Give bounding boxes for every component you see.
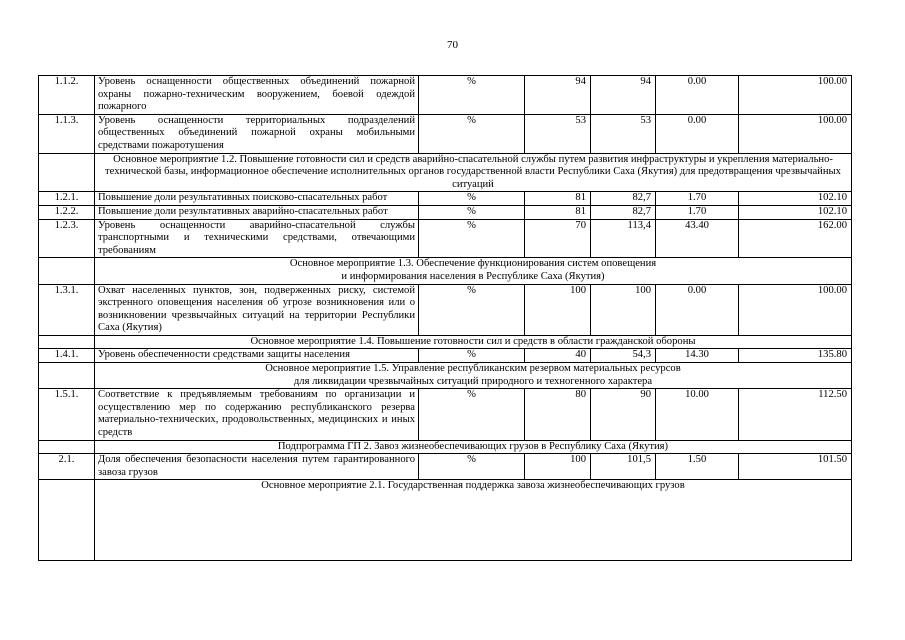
unit-cell: % [419,205,525,219]
indicator-name: Повышение доли результативных поисково-спасательных работ [95,192,419,206]
section-header-row [39,335,852,349]
actual-value: 94 [591,76,656,115]
empty-cell [39,258,95,284]
actual-value: 101,5 [591,454,656,480]
unit-cell: % [419,192,525,206]
row-number: 1.4.1. [39,349,95,363]
actual-value: 100 [591,284,656,335]
indicators-table [38,75,852,561]
planned-value: 40 [525,349,591,363]
section-cell [95,440,852,454]
section-cell [95,480,852,561]
empty-cell [39,363,95,389]
percent-value: 162.00 [739,219,852,258]
actual-value: 90 [591,389,656,440]
percent-value: 102.10 [739,205,852,219]
section-cell [95,258,852,284]
indicator-name: Соответствие к предъявляемым требованиям по организации и осуществлению мер по содержанию республиканского резерва материально-технических, продовольственных, медицинских и иных средств [95,389,419,440]
deviation-value: 1.50 [656,454,739,480]
actual-value: 82,7 [591,192,656,206]
section-header-row [39,258,852,284]
planned-value: 70 [525,219,591,258]
section-header-row [39,363,852,389]
indicator-name: Уровень оснащенности аварийно-спасательной службы транспортными и техническими средствами, отвечающими требованиям [95,219,419,258]
section-cell [95,335,852,349]
actual-value: 54,3 [591,349,656,363]
percent-value: 112.50 [739,389,852,440]
empty-cell [39,153,95,192]
section-header-row [39,480,852,561]
unit-cell: % [419,114,525,153]
deviation-value: 0.00 [656,114,739,153]
percent-value: 100.00 [739,76,852,115]
planned-value: 81 [525,205,591,219]
section-title: Подпрограмма ГП 2. Завоз жизнеобеспечивающих грузов в Республику Саха (Якутия) [277,440,669,452]
section-title: Основное мероприятие 1.5. Управление республиканским резервом материальных ресурсов для ликвидации чрезвычайных ситуаций природного и техногенного характера [265,363,681,387]
unit-cell: % [419,76,525,115]
section-cell [95,363,852,389]
indicator-name: Доля обеспечения безопасности населения путем гарантированного завоза грузов [95,454,419,480]
table-row [39,454,852,480]
row-number: 1.1.2. [39,76,95,115]
row-number: 2.1. [39,454,95,480]
table-row [39,219,852,258]
deviation-value: 10.00 [656,389,739,440]
row-number: 1.2.2. [39,205,95,219]
planned-value: 100 [525,284,591,335]
table-row [39,284,852,335]
section-title: Основное мероприятие 2.1. Государственная поддержка завоза жизнеобеспечивающих грузов [261,480,685,492]
row-number: 1.3.1. [39,284,95,335]
unit-cell: % [419,284,525,335]
percent-value: 135.80 [739,349,852,363]
indicator-name: Уровень обеспеченности средствами защиты населения [95,349,419,363]
planned-value: 80 [525,389,591,440]
empty-cell [39,480,95,561]
percent-value: 102.10 [739,192,852,206]
empty-cell [39,440,95,454]
table-row [39,114,852,153]
table-row [39,205,852,219]
section-header-row [39,440,852,454]
section-cell [95,153,852,192]
unit-cell: % [419,454,525,480]
indicator-name: Охват населенных пунктов, зон, подверженных риску, системой экстренного оповещения населения об угрозе возникновения или о возникновении чрезвычайных ситуаций на территории Республики Саха (Якутия) [95,284,419,335]
actual-value: 53 [591,114,656,153]
actual-value: 113,4 [591,219,656,258]
deviation-value: 1.70 [656,205,739,219]
planned-value: 94 [525,76,591,115]
deviation-value: 14.30 [656,349,739,363]
table-row [39,349,852,363]
deviation-value: 1.70 [656,192,739,206]
unit-cell: % [419,219,525,258]
unit-cell: % [419,349,525,363]
planned-value: 100 [525,454,591,480]
empty-cell [39,335,95,349]
percent-value: 100.00 [739,114,852,153]
table-row [39,389,852,440]
deviation-value: 0.00 [656,76,739,115]
planned-value: 81 [525,192,591,206]
row-number: 1.5.1. [39,389,95,440]
row-number: 1.2.1. [39,192,95,206]
planned-value: 53 [525,114,591,153]
percent-value: 101.50 [739,454,852,480]
table-row [39,192,852,206]
page-number: 70 [447,39,458,51]
section-title: Основное мероприятие 1.2. Повышение готовности сил и средств аварийно-спасательной службы путем развития инфраструктуры и укрепления материально-технической базы, информационное обеспечение исполнительных органов государственной власти Республики Саха (Якутия) для предотвращения чрезвычайных ситуаций [105,153,841,190]
deviation-value: 43.40 [656,219,739,258]
indicator-name: Уровень оснащенности территориальных подразделений общественных объединений пожарной охраны мобильными средствами пожаротушения [95,114,419,153]
actual-value: 82,7 [591,205,656,219]
unit-cell: % [419,389,525,440]
indicator-name: Уровень оснащенности общественных объединений пожарной охраны пожарно-техническим вооружением, боевой одеждой пожарного [95,76,419,115]
indicator-name: Повышение доли результативных аварийно-спасательных работ [95,205,419,219]
table-row [39,76,852,115]
percent-value: 100.00 [739,284,852,335]
section-header-row [39,153,852,192]
row-number: 1.2.3. [39,219,95,258]
section-title: Основное мероприятие 1.3. Обеспечение функционирования систем оповещения и информирования населения в Республике Саха (Якутия) [289,258,657,282]
section-title: Основное мероприятие 1.4. Повышение готовности сил и средств в области гражданской обороны [250,335,696,347]
row-number: 1.1.3. [39,114,95,153]
deviation-value: 0.00 [656,284,739,335]
